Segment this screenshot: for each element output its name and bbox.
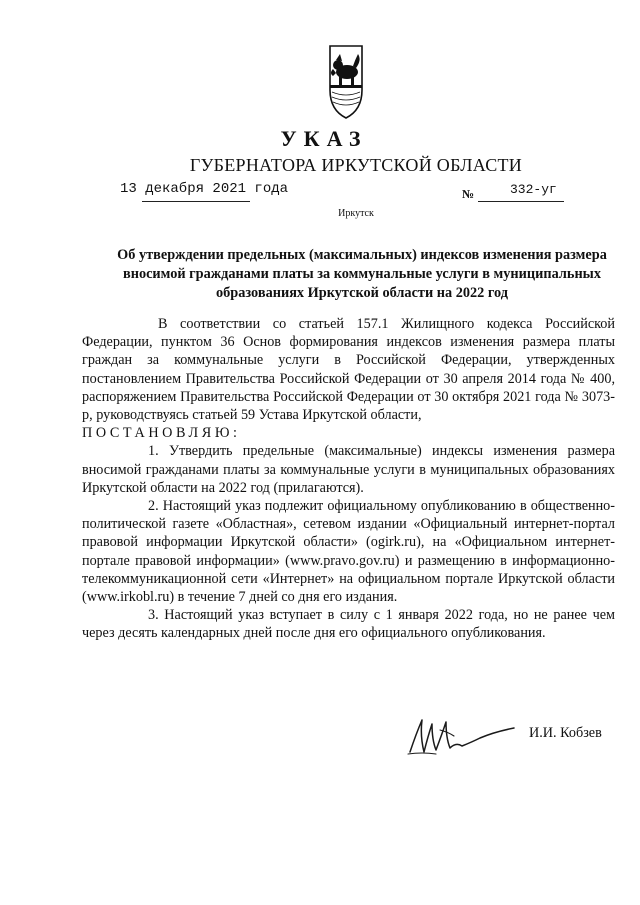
handwritten-signature: [402, 712, 518, 760]
document-heading: Об утверждении предельных (максимальных) индексов изменения размера вносимой гражданами платы за коммунальные услуги в муниципальных образованиях Иркутской области на 2022 год: [117, 247, 607, 301]
preamble-paragraph: В соответствии со статьей 157.1 Жилищного кодекса Российской Федерации, пунктом 36 Основ формирования индексов изменения размера платы граждан за коммунальные услуги в Российской Федерации, утвержденных постановлением Правительства Российской Федерации от 30 апреля 2014 года № 400, распоряжением Правительства Российской Федерации от 30 октября 2021 года № 3073-р, руководствуясь статьей 59 Устава Иркутской области,: [82, 316, 615, 424]
decree-word: ПОСТАНОВЛЯЮ:: [82, 425, 241, 442]
number-underline: [478, 201, 564, 202]
decree-item: 1. Утвердить предельные (максимальные) индексы изменения размера вносимой гражданами платы за коммунальные услуги в муниципальных образованиях Иркутской области на 2022 год (прилагаются).: [82, 443, 615, 496]
decree-item: 3. Настоящий указ вступает в силу с 1 января 2022 года, но не ранее чем через десять календарных дней после дня его официального опубликования.: [82, 607, 615, 642]
date-underline: [142, 201, 250, 202]
document-number: 332-уг: [510, 182, 557, 197]
signer-name: И.И. Кобзев: [529, 725, 602, 741]
document-body: [82, 315, 615, 643]
document-date: 13 декабря 2021 года: [120, 181, 289, 197]
document-title: УКАЗ: [280, 126, 368, 151]
document-city: Иркутск: [338, 208, 374, 219]
irkutsk-coat-of-arms-icon: [300, 40, 392, 122]
number-label: №: [462, 187, 475, 201]
issuer-title: ГУБЕРНАТОРА ИРКУТСКОЙ ОБЛАСТИ: [189, 155, 523, 175]
decree-item: 2. Настоящий указ подлежит официальному опубликованию в общественно-политической газете «Областная», сетевом издании «Официальный интернет-портал правовой информации Иркутской области» (ogirk.ru), на «Официальном интернет-портале правовой информации» (www.pravo.gov.ru) и размещению в информационно-телекоммуникационной сети «Интернет» на официальном портале Иркутской области (www.irkobl.ru) в течение 7 дней со дня его издания.: [82, 498, 615, 606]
